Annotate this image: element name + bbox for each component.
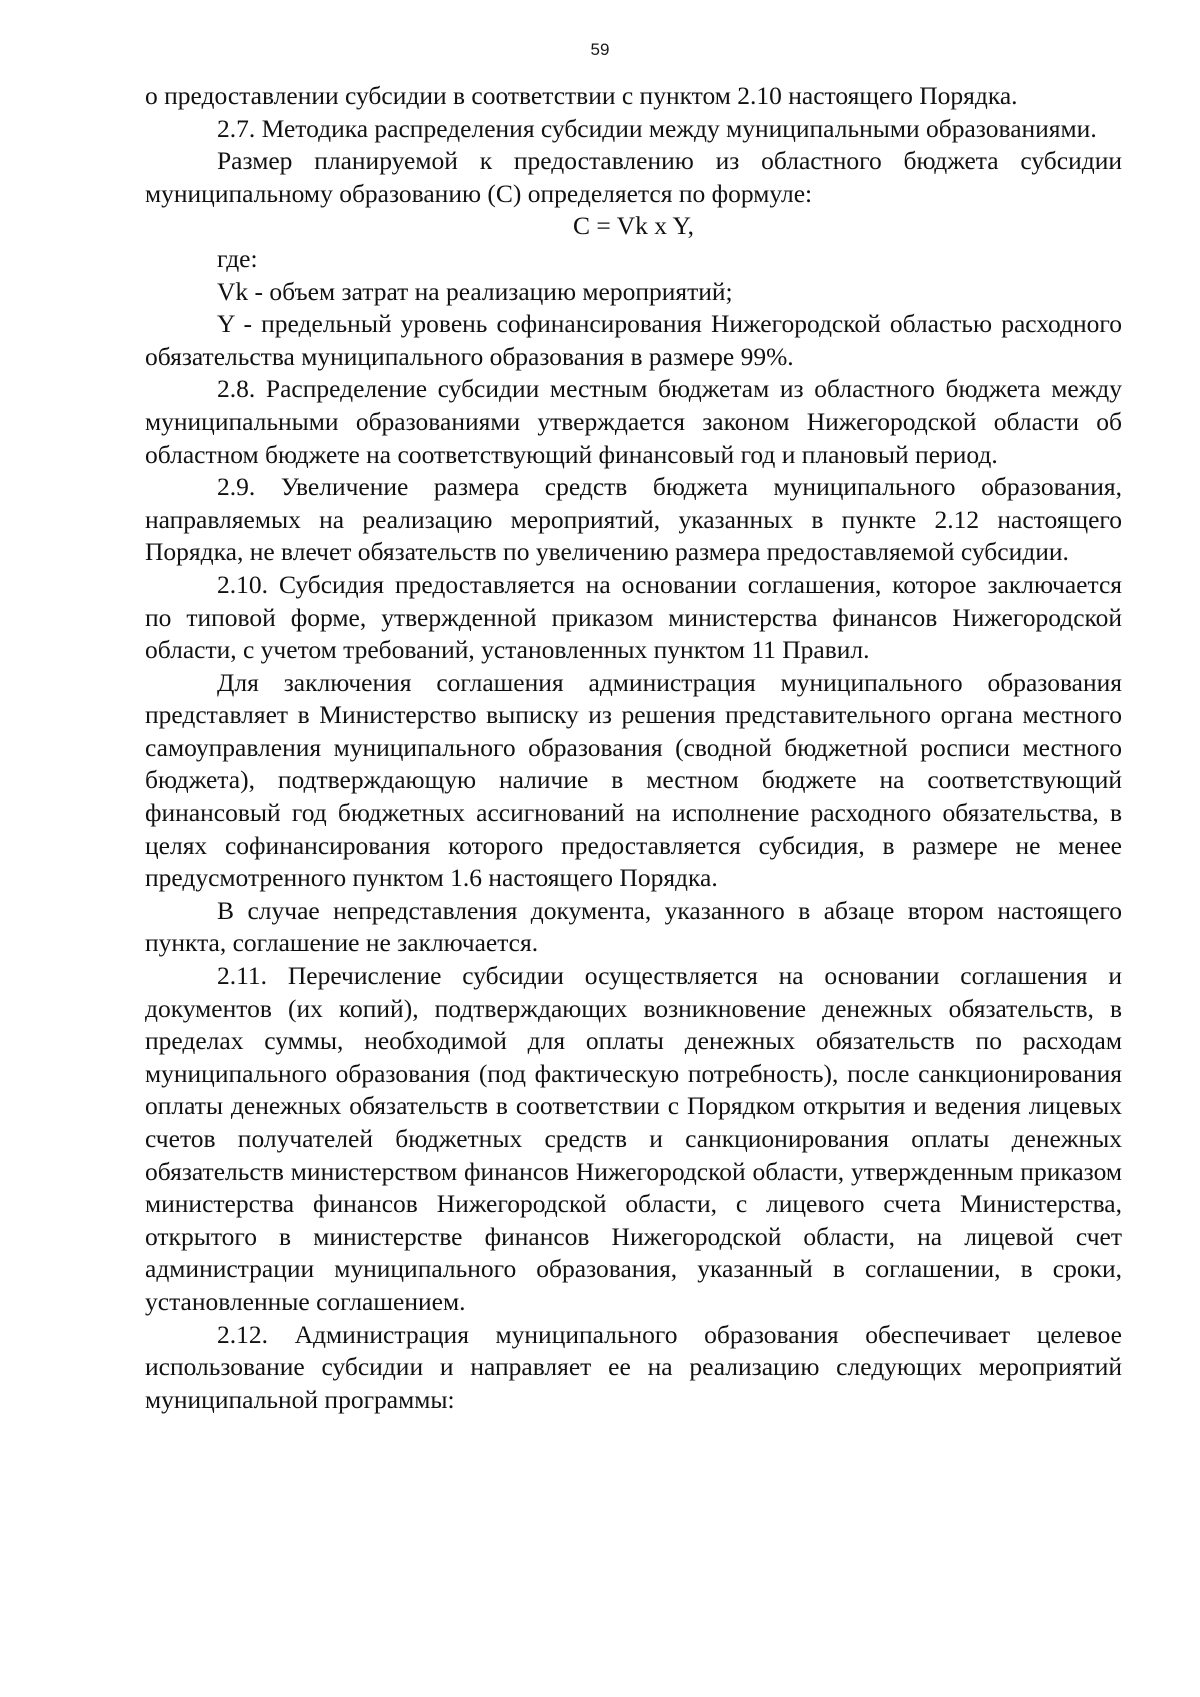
paragraph-2-11: 2.11. Перечисление субсидии осуществляется на основании соглашения и документов (их копий), подтверждающих возникновение денежных обязательств, в пределах суммы, необходимой для оплаты денежных обязательств по расходам муниципального образования (под фактическую потребность), после санкционирования оплаты денежных обязательств в соответствии с Порядком открытия и ведения лицевых счетов получателей бюджетных средств и санкционирования оплаты денежных обязательств министерством финансов Нижегородской области, утвержденным приказом министерства финансов Нижегородской области, с лицевого счета Министерства, открытого в министерстве финансов Нижегородской области, на лицевой счет администрации муниципального образования, указанный в соглашении, в сроки, установленные соглашением. <box>145 961 1122 1316</box>
document-body <box>145 80 1122 1416</box>
formula: C = Vk x Y, <box>573 211 694 241</box>
paragraph-vk-definition: Vk - объем затрат на реализацию мероприятий; <box>217 276 733 306</box>
paragraph-non-submission: В случае непредставления документа, указанного в абзаце втором настоящего пункта, соглашение не заключается. <box>145 895 1122 958</box>
paragraph-2-12: 2.12. Администрация муниципального образования обеспечивает целевое использование субсидии и направляет ее на реализацию следующих мероприятий муниципальной программы: <box>145 1319 1122 1414</box>
paragraph-where: где: <box>217 243 258 273</box>
paragraph-2-7-heading: 2.7. Методика распределения субсидии между муниципальными образованиями. <box>217 113 1097 143</box>
paragraph-y-definition: Y - предельный уровень софинансирования Нижегородской областью расходного обязательства муниципального образования в размере 99%. <box>145 309 1122 371</box>
paragraph-2-8: 2.8. Распределение субсидии местным бюджетам из областного бюджета между муниципальными образованиями утверждается законом Нижегородской области об областном бюджете на соответствующий финансовый год и плановый период. <box>145 374 1122 469</box>
paragraph-subsidy-size: Размер планируемой к предоставлению из областного бюджета субсидии муниципальному образованию (С) определяется по формуле: <box>145 146 1122 208</box>
paragraph-continuation: о предоставлении субсидии в соответствии с пунктом 2.10 настоящего Порядка. <box>145 81 1018 110</box>
paragraph-2-10: 2.10. Субсидия предоставляется на основании соглашения, которое заключается по типовой форме, утвержденной приказом министерства финансов Нижегородской области, с учетом требований, установленных пунктом 11 Правил. <box>145 569 1122 665</box>
paragraph-2-9: 2.9. Увеличение размера средств бюджета муниципального образования, направляемых на реализацию мероприятий, указанных в пункте 2.12 настоящего Порядка, не влечет обязательств по увеличению размера предоставляемой субсидии. <box>145 472 1122 567</box>
page-number: 59 <box>590 40 610 59</box>
paragraph-agreement-conclusion: Для заключения соглашения администрация муниципального образования представляет в Министерство выписку из решения представительного органа местного самоуправления муниципального образования (сводной бюджетной росписи местного бюджета), подтверждающую наличие в местном бюджете на соответствующий финансовый год бюджетных ассигнований на исполнение расходного обязательства, в целях софинансирования которого предоставляется субсидия, в размере не менее предусмотренного пунктом 1.6 настоящего Порядка. <box>145 667 1122 893</box>
